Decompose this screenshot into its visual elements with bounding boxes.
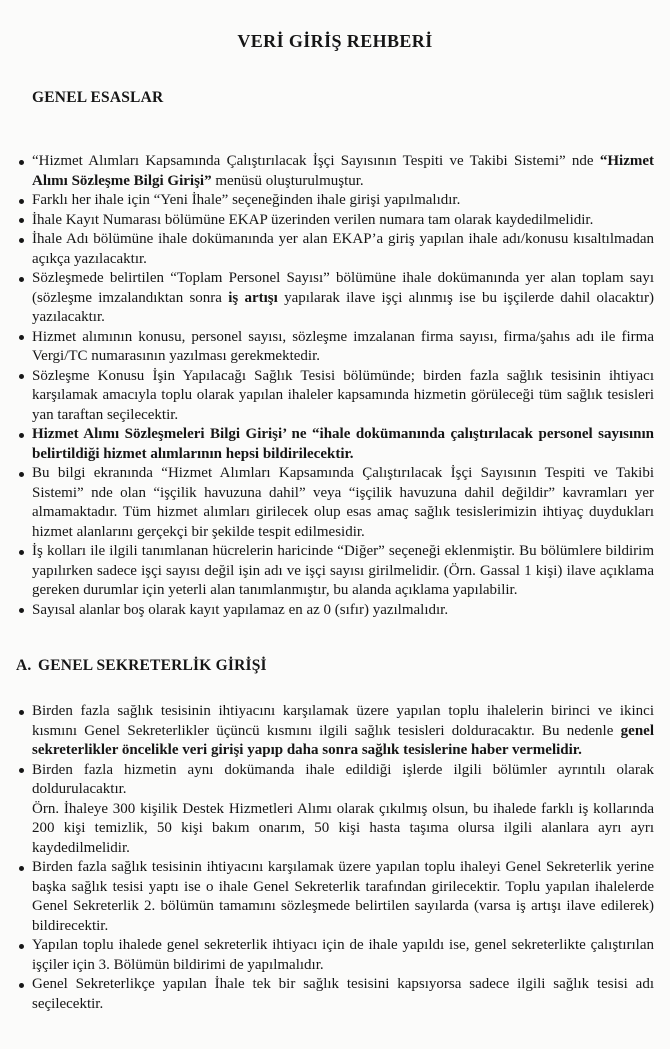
list-item [16, 191, 654, 211]
list-item [16, 975, 654, 1014]
bullet-dot-icon [16, 761, 32, 859]
bullet-text-segment: İhale Kayıt Numarası bölümüne EKAP üzerinden verilen numara tam olarak kaydedilmelidir. [32, 211, 594, 228]
bullet-text [32, 367, 654, 426]
list-item [16, 601, 654, 621]
list-item [16, 230, 654, 269]
section-genel-esaslar [16, 88, 654, 620]
page-title: VERİ GİRİŞ REHBERİ [237, 31, 433, 51]
list-item [16, 702, 654, 761]
list-item [16, 761, 654, 859]
bullet-text-segment: Genel Sekreterlikçe yapılan İhale tek bir sağlık tesisini kapsıyorsa sadece ilgili sağlık tesisi adı seçilecektir. [32, 976, 654, 1012]
bullet-text-segment: İhale Adı bölümüne ihale dokümanında yer alan EKAP’a giriş yapılan ihale adı/konusu kısaltılmadan açıkça yazılacaktır. [32, 231, 654, 267]
bullet-text [32, 230, 654, 269]
bullet-dot-icon [16, 269, 32, 328]
bullet-text-segment: Sözleşme Konusu İşin Yapılacağı Sağlık Tesisi bölümünde; birden fazla sağlık tesisinin ihtiyacı karşılamak amacıyla toplu olarak yapılan ihaleler kapsamında hizmetin görüleceği tüm sağlık tesisleri yan taraftan seçilecektir. [32, 367, 654, 423]
bullet-text [32, 464, 654, 542]
bullet-text-segment: menüsü oluşturulmuştur. [211, 172, 364, 189]
section-heading [16, 656, 654, 676]
bullet-list [16, 152, 654, 620]
list-item [16, 464, 654, 542]
bullet-text [32, 191, 654, 211]
bullet-text-segment: İş kolları ile ilgili tanımlanan hücrelerin haricinde “Diğer” seçeneği eklenmiştir. Bu bölümlere bildirim yapılırken sadece işçi sayısı değil işin adı ve işçi sayısı girilmelidir. (Örn. Gassal 1 kişi) ilave açıklama gereken durumlar için yeterli alan tanımlanmıştır, bu alanda açıklama yapılabilir. [32, 543, 654, 598]
list-item [16, 211, 654, 231]
bullet-dot-icon [16, 230, 32, 269]
bullet-dot-icon [16, 211, 32, 231]
list-item [16, 542, 654, 601]
bullet-text [32, 425, 654, 464]
bullet-text [32, 152, 654, 191]
bullet-text-segment: Farklı her ihale için “Yeni İhale” seçeneğinden ihale girişi yapılmalıdır. [32, 192, 461, 208]
bullet-text [32, 211, 654, 231]
bullet-dot-icon [16, 975, 32, 1014]
bullet-dot-icon [16, 464, 32, 542]
bullet-text-segment: Birden fazla sağlık tesisinin ihtiyacını karşılamak üzere yapılan toplu ihalelerin birinci ve ikinci kısmını Genel Sekreterlikler üçüncü kısmını ilgili sağlık tesisleri dolduracaktır. Bu nedenle [32, 703, 654, 739]
bullet-text [32, 328, 654, 367]
bullet-text-bold-segment: genel sekreterlikler öncelikle veri girişi yapıp daha sonra sağlık tesislerine haber vermelidir. [32, 722, 654, 758]
bullet-text-segment: Yapılan toplu ihalede genel sekreterlik ihtiyacı için de ihale yapıldı ise, genel sekreterlikte çalıştırılan işçiler için 3. Bölümün bildirimi de yapılmalıdır. [32, 937, 654, 973]
list-item [16, 328, 654, 367]
bullet-text-bold-segment: iş artışı [228, 289, 278, 306]
bullet-dot-icon [16, 152, 32, 191]
bullet-text [32, 702, 654, 761]
bullet-text [32, 975, 654, 1014]
bullet-text-segment: Sözleşmede belirtilen “Toplam Personel Sayısı” bölümüne ihale dokümanında yer alan toplam sayı (sözleşme imzalandıktan sonra [32, 270, 654, 306]
bullet-text-segment: Birden fazla sağlık tesisinin ihtiyacını karşılamak üzere yapılan toplu ihaleyi Genel Sekreterlik yerine başka sağlık tesisi yaptı ise o ihale Genel Sekreterlik tarafından girilecektir. Toplu yapılan ihalelerde Genel Sekreterlik 2. bölümün tamamını sözleşmede belirtilen sayılarda (varsa iş artışı ilave edilerek) bildirecektir. [32, 859, 654, 934]
bullet-text-segment: Örn. İhaleye 300 kişilik Destek Hizmetleri Alımı olarak çıkılmış olsun, bu ihalede farklı iş kollarında 200 kişi temizlik, 50 kişi bakım onarım, 50 kişi hasta taşıma olursa ilgili alanlara ayrı ayrı kaydedilmelidir. [32, 800, 654, 856]
bullet-text [32, 601, 654, 621]
bullet-text-segment: “Hizmet Alımları Kapsamında Çalıştırılacak İşçi Sayısının Tespiti ve Takibi Sistemi” nde [32, 153, 600, 169]
section-heading-prefix: A. [16, 657, 32, 674]
section-heading [32, 88, 654, 108]
bullet-dot-icon [16, 328, 32, 367]
bullet-text [32, 542, 654, 601]
bullet-list [16, 702, 654, 1014]
bullet-dot-icon [16, 191, 32, 211]
bullet-text [32, 858, 654, 936]
bullet-text [32, 936, 654, 975]
list-item [16, 425, 654, 464]
bullet-text-segment: Sayısal alanlar boş olarak kayıt yapılamaz en az 0 (sıfır) yazılmalıdır. [32, 601, 449, 618]
list-item [16, 269, 654, 328]
list-item [16, 858, 654, 936]
list-item [16, 152, 654, 191]
list-item [16, 367, 654, 426]
section-heading-text: GENEL ESASLAR [32, 89, 164, 106]
bullet-text-bold-segment: “Hizmet Alımı Sözleşme Bilgi Girişi” [32, 153, 654, 189]
bullet-dot-icon [16, 601, 32, 621]
bullet-dot-icon [16, 367, 32, 426]
bullet-dot-icon [16, 425, 32, 464]
bullet-text-segment: Birden fazla hizmetin aynı dokümanda ihale edildiği işlerde ilgili bölümler ayrıntılı olarak doldurulacaktır. [32, 761, 654, 797]
bullet-text [32, 761, 654, 859]
bullet-text-segment: Bu bilgi ekranında “Hizmet Alımları Kapsamında Çalıştırılacak İşçi Sayısının Tespiti ve Takibi Sistemi” nde olan “işçilik havuzuna dahil” veya “işçilik havuzuna dahil değildir” kavramları yer almamaktadır. Tüm hizmet alımları girilecek olup esas amaç sağlık tesislerimizin ihtiyaç duydukları hizmet alanlarını gerçekçi bir şekilde tespit edilmesidir. [32, 465, 654, 540]
bullet-dot-icon [16, 936, 32, 975]
bullet-text [32, 269, 654, 328]
bullet-text-bold-segment: Hizmet Alımı Sözleşmeleri Bilgi Girişi’ ne “ihale dokümanında çalıştırılacak personel sayısının belirtildiği hizmet alımlarının hepsi bildirilecektir. [32, 426, 654, 462]
list-item [16, 936, 654, 975]
bullet-text-segment: yapılarak ilave işçi alınmış ise bu işçilerde dahil olacaktır) yazılacaktır. [32, 289, 654, 325]
section-genel-sekreterlik-girisi [16, 656, 654, 1014]
bullet-dot-icon [16, 858, 32, 936]
bullet-text-segment: Hizmet alımının konusu, personel sayısı, sözleşme imzalanan firma sayısı, firma/şahıs adı ile firma Vergi/TC numarasının yazılması gerekmektedir. [32, 328, 654, 364]
section-heading-text: GENEL SEKRETERLİK GİRİŞİ [38, 657, 267, 674]
bullet-dot-icon [16, 702, 32, 761]
bullet-dot-icon [16, 542, 32, 601]
